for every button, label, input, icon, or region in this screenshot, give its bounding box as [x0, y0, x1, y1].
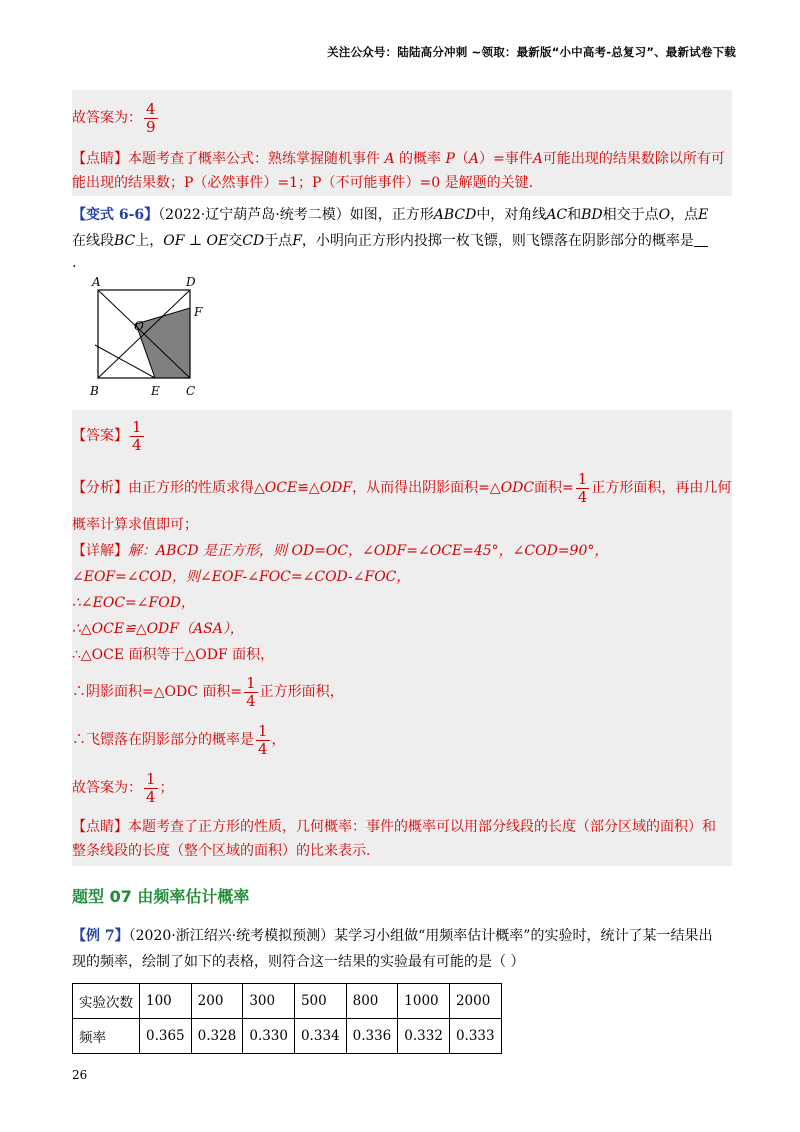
example-line-1: 【例 7】（2020·浙江绍兴·统考模拟预测）某学习小组做“用频率估计概率”的实验时，统计了某一结果出: [72, 928, 713, 944]
final-answer-line: 故答案为： $\frac{1}{4}$ ；: [72, 769, 174, 806]
page-number: 26: [72, 1068, 88, 1082]
example-line-2: 现的频率，绘制了如下的表格，则符合这一结果的实验最有可能的是（ ）: [72, 954, 525, 970]
detail-7-fraction: $\frac{1}{4}$: [258, 721, 268, 758]
solution-dianjing-line-2: 整条线段的长度（整个区域的面积）的比来表示.: [72, 843, 371, 859]
detail-line-7: ∴飞镖落在阴影部分的概率是 $\frac{1}{4}$ ，: [72, 721, 286, 758]
detail-line-4: ∴△OCE≌△ODF（ASA），: [72, 621, 244, 637]
table-cell: 300: [243, 984, 295, 1019]
answer-prefix: 故答案为：: [72, 110, 142, 126]
label-f: F: [194, 305, 203, 319]
label-o: O: [134, 319, 144, 333]
table-cell: 100: [140, 984, 192, 1019]
detail-line-1: 【详解】解：ABCD 是正方形，则 OD=OC，∠ODF=∠OCE=45°，∠COD=90°，: [72, 543, 609, 559]
table-cell: 2000: [449, 984, 501, 1019]
square-diagram: [80, 276, 220, 406]
dianjing-line-2: 能出现的结果数；P（必然事件）=1；P（不可能事件）=0 是解题的关键.: [72, 175, 534, 191]
analysis-fraction: $\frac{1}{4}$: [577, 469, 588, 506]
table-cell: 0.330: [243, 1019, 295, 1054]
solution-dianjing-line-1: 【点睛】本题考查了正方形的性质，几何概率：事件的概率可以用部分线段的长度（部分区域的面积）和: [72, 819, 716, 835]
detail-6-fraction: $\frac{1}{4}$: [246, 673, 256, 710]
prev-solution-block: [72, 90, 732, 196]
detail-line-2: ∠EOF=∠COD，则∠EOF-∠FOC=∠COD-∠FOC，: [72, 569, 411, 585]
example-problem: [72, 925, 732, 973]
variant-line-2: 在线段BC上，OF ⊥ OE交CD于点F，小明向正方形内投掷一枚飞镖，则飞镖落在阴影部分的概率是: [72, 230, 732, 252]
table-cell: 200: [191, 984, 243, 1019]
label-a: A: [92, 276, 101, 289]
analysis-line-2: 概率计算求值即可；: [72, 517, 198, 533]
page-content: [72, 90, 732, 1054]
label-b: B: [90, 384, 99, 398]
answer-fraction: $\frac{4}{9}$: [146, 99, 156, 136]
table-cell: 1000: [398, 984, 450, 1019]
table-cell: 0.332: [398, 1019, 450, 1054]
shaded-region: [136, 308, 190, 378]
table-cell: 频率: [73, 1019, 140, 1054]
table-cell: 实验次数: [73, 984, 140, 1019]
table-cell: 0.336: [346, 1019, 398, 1054]
table-cell: 500: [294, 984, 346, 1019]
solution-block: [72, 410, 732, 866]
detail-line-5: ∴△OCE 面积等于△ODF 面积，: [72, 647, 275, 663]
variant-problem: [72, 204, 732, 274]
page-header: 关注公众号：陆陆高分冲刺 ~领取：最新版“小中高考-总复习”、最新试卷下载: [327, 45, 736, 59]
solution-answer-fraction: $\frac{1}{4}$: [132, 417, 142, 454]
variant-line-1: 【变式 6-6】（2022·辽宁葫芦岛·统考二模）如图，正方形ABCD中，对角线AC和BD相交于点O，点E: [72, 207, 709, 223]
square-figure: [80, 276, 220, 406]
table-cell: 0.328: [191, 1019, 243, 1054]
analysis-line-1: 【分析】 由正方形的性质求得△ OCE ≌△ ODF ，从而得出阴影面积=△ ODC 面积= $\frac{1}{4}$ 正方形面积，再由几何: [72, 469, 732, 506]
solution-answer-line: 【答案】 $\frac{1}{4}$: [72, 417, 142, 454]
detail-line-3: ∴∠EOC=∠FOD，: [72, 595, 195, 611]
frequency-table: [72, 983, 502, 1054]
table-row: [73, 984, 502, 1019]
dianjing-line-1: 【点睛】本题考查了概率公式：熟练掌握随机事件 A 的概率 P（A）=事件A可能出现的结果数除以所有可: [72, 151, 725, 167]
label-e: E: [151, 384, 160, 398]
section-title: 题型 07 由频率估计概率: [72, 887, 250, 906]
table-cell: 0.333: [449, 1019, 501, 1054]
answer-line: [72, 96, 732, 140]
table-cell: 0.334: [294, 1019, 346, 1054]
table-cell: 0.365: [140, 1019, 192, 1054]
table-cell: 800: [346, 984, 398, 1019]
variant-line-3: .: [72, 255, 77, 271]
final-fraction: $\frac{1}{4}$: [146, 769, 156, 806]
label-d: D: [186, 276, 196, 289]
label-c: C: [186, 384, 196, 398]
table-row: [73, 1019, 502, 1054]
detail-line-6: ∴阴影面积=△ODC 面积= $\frac{1}{4}$ 正方形面积，: [72, 673, 344, 710]
answer-blank: [694, 232, 708, 247]
